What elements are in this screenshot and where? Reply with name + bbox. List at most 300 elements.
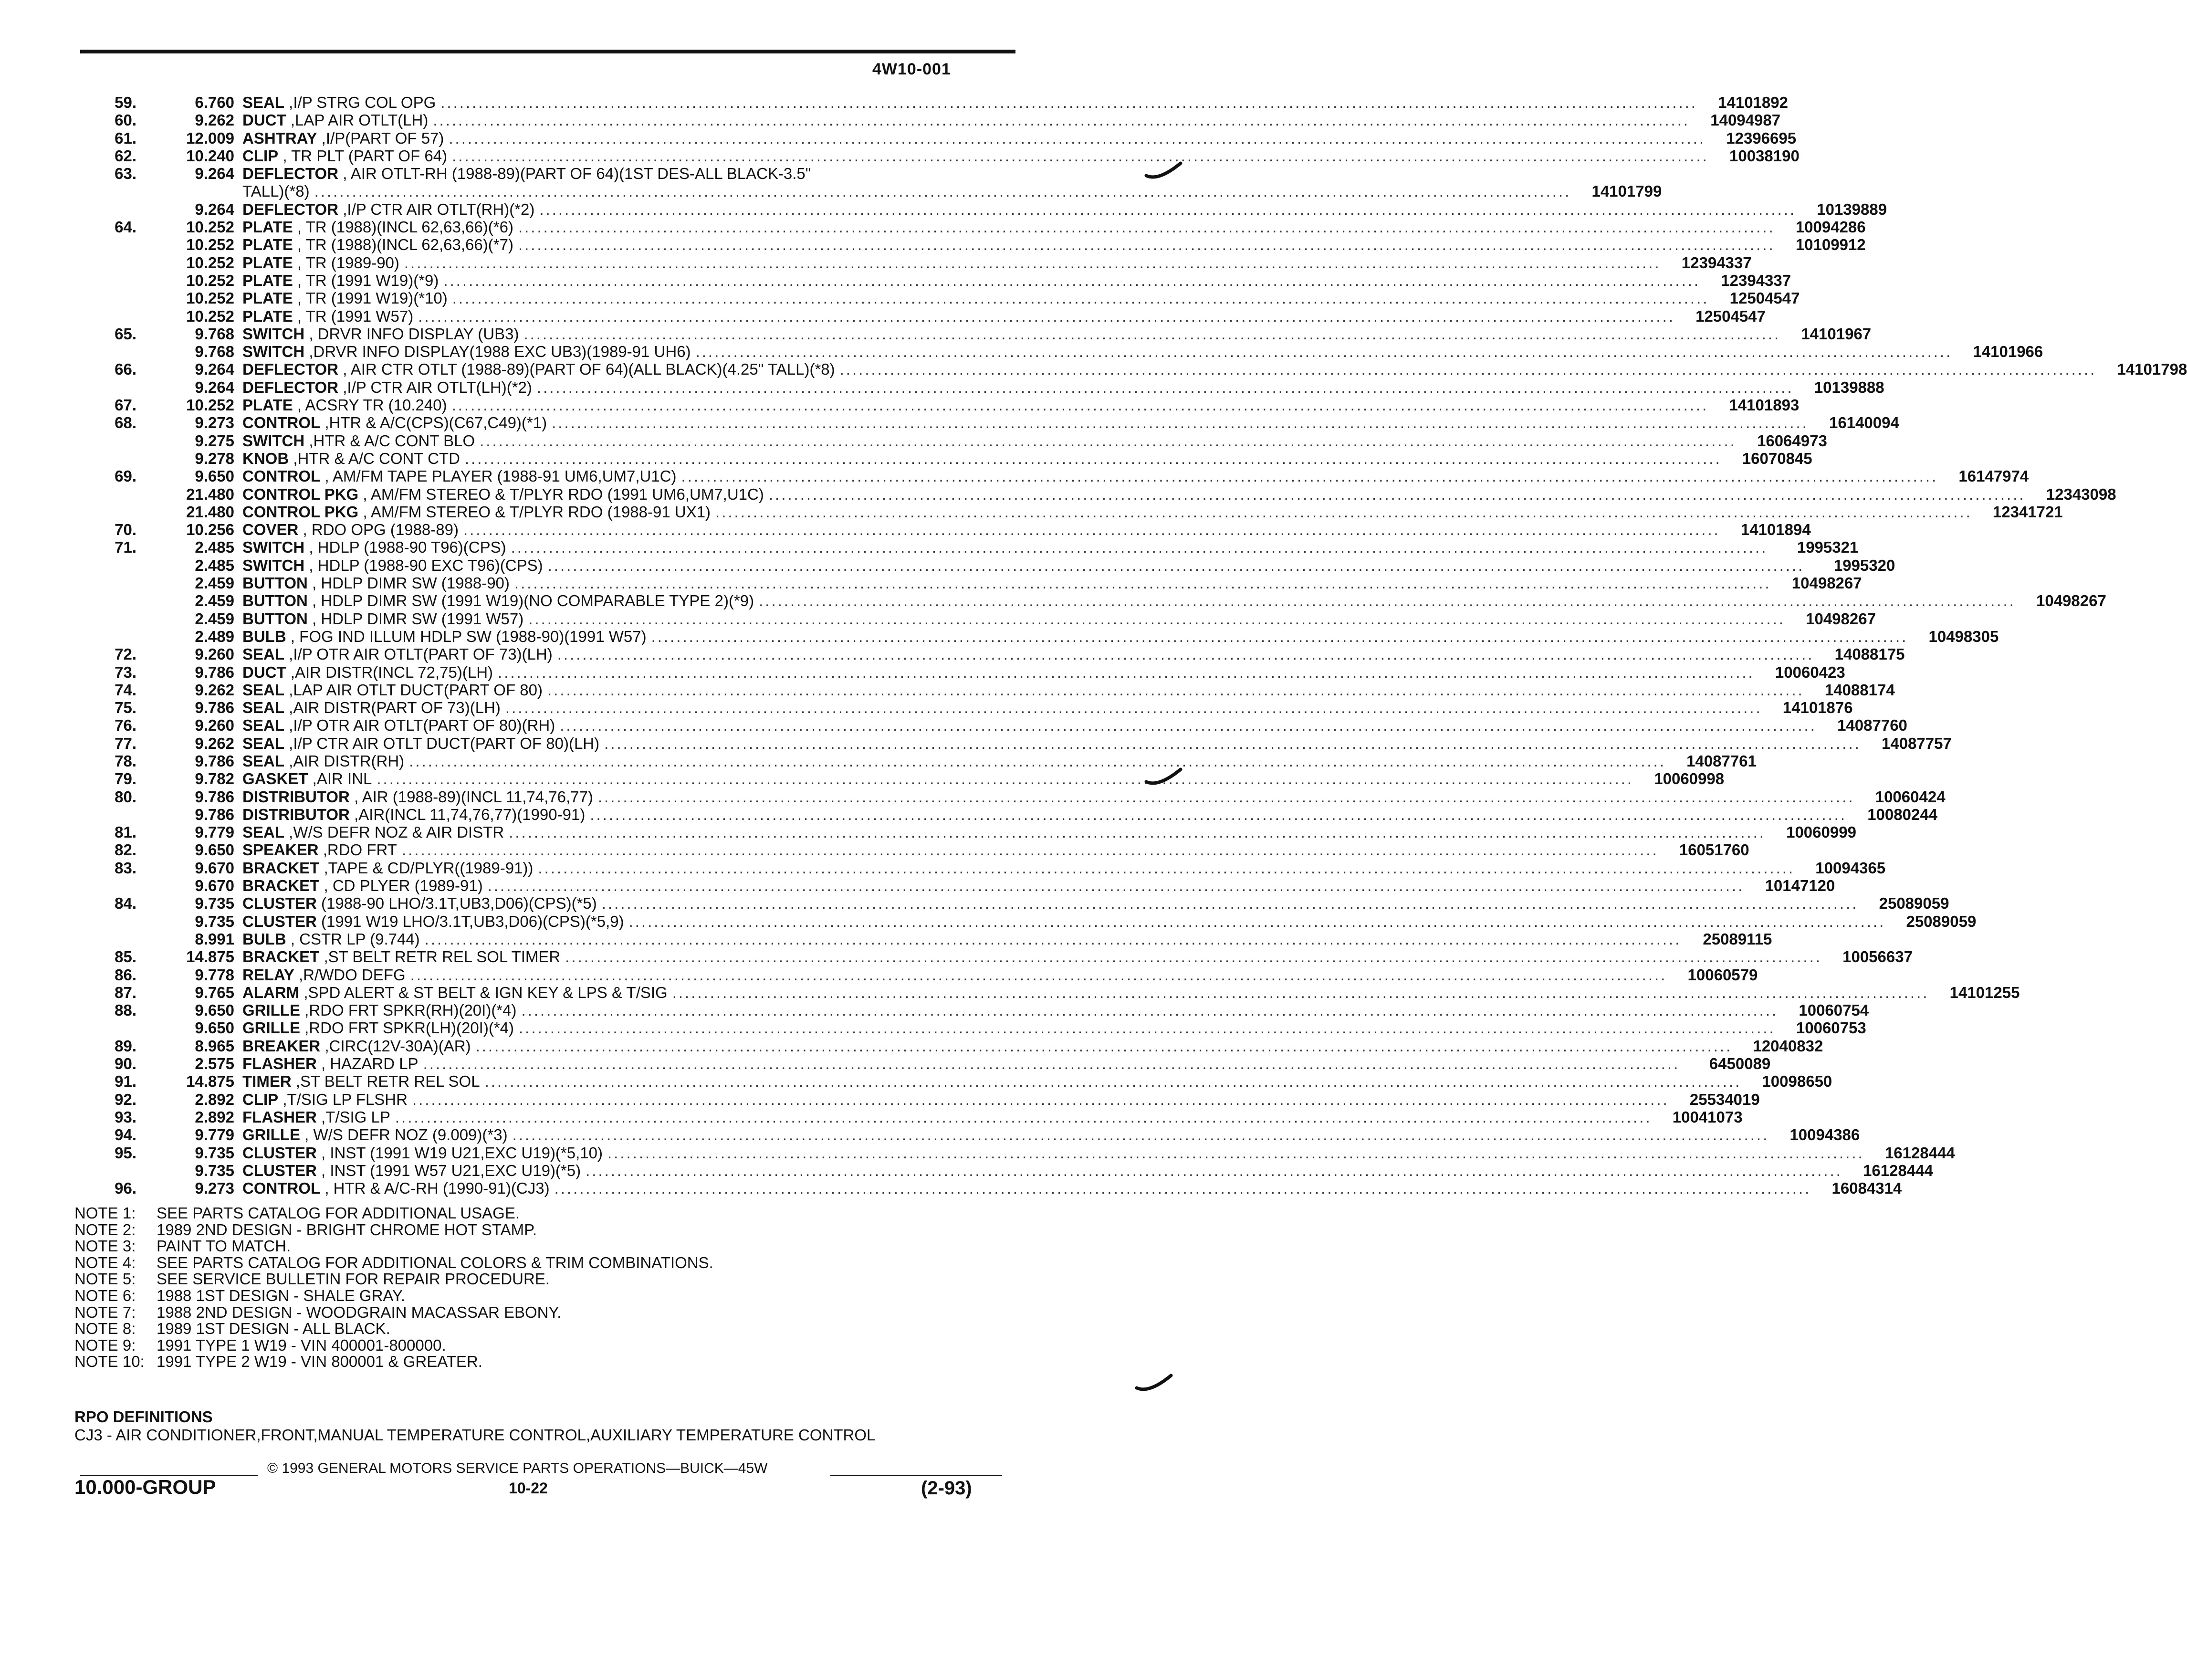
part-row bbox=[80, 1090, 1760, 1108]
part-number: 10498267 bbox=[1791, 574, 1862, 592]
part-name: GRILLE bbox=[242, 1126, 300, 1144]
part-row bbox=[80, 752, 1757, 770]
part-row bbox=[80, 1001, 1869, 1019]
note-label: NOTE 8: bbox=[74, 1320, 136, 1338]
note-label: NOTE 10: bbox=[74, 1353, 145, 1371]
ref-number: 93. bbox=[115, 1108, 136, 1126]
group-number: 10.252 bbox=[186, 253, 234, 272]
part-description: ,RDO FRT SPKR(LH)(20I)(*4) bbox=[300, 1019, 514, 1037]
part-description: ,ST BELT RETR REL SOL bbox=[291, 1072, 480, 1091]
part-row bbox=[80, 574, 1862, 592]
group-number: 9.782 bbox=[195, 770, 234, 788]
ref-number: 87. bbox=[115, 983, 136, 1001]
part-row bbox=[80, 734, 1952, 752]
part-description: , HDLP DIMR SW (1991 W19)(NO COMPARABLE TYPE 2)(*9) bbox=[307, 592, 754, 610]
ref-number: 84. bbox=[115, 894, 136, 913]
part-row bbox=[80, 449, 1812, 467]
part-description: ,I/P CTR AIR OTLT(RH)(*2) bbox=[338, 200, 535, 218]
part-row bbox=[80, 681, 1895, 699]
dot-leader: ........................................................................................................................................................................................................ bbox=[768, 485, 2026, 503]
part-name: BUTTON bbox=[242, 592, 308, 610]
part-name: PLATE bbox=[242, 307, 293, 325]
part-row bbox=[80, 805, 1938, 823]
rpo-title: RPO DEFINITIONS bbox=[74, 1408, 213, 1426]
dot-leader: ........................................................................................................................................................................................................ bbox=[597, 788, 1855, 806]
dot-leader: ........................................................................................................................................................................................................ bbox=[651, 627, 1908, 645]
dot-leader: ........................................................................................................................................................................................................ bbox=[484, 1072, 1742, 1091]
part-number: 10060999 bbox=[1786, 823, 1856, 841]
dot-leader: ........................................................................................................................................................................................................ bbox=[565, 948, 1822, 966]
dot-leader: ........................................................................................................................................................................................................ bbox=[509, 823, 1766, 841]
part-row bbox=[80, 699, 1853, 717]
part-number: 10060424 bbox=[1875, 788, 1946, 806]
part-row bbox=[80, 1144, 1955, 1162]
part-number: 16070845 bbox=[1742, 449, 1812, 467]
part-name: PLATE bbox=[242, 396, 293, 414]
note-text: SEE PARTS CATALOG FOR ADDITIONAL COLORS & TRIM COMBINATIONS. bbox=[157, 1253, 713, 1271]
group-number: 9.786 bbox=[195, 752, 234, 770]
part-description: ,I/P OTR AIR OTLT(PART OF 80)(RH) bbox=[284, 716, 555, 735]
part-description: , HAZARD LP bbox=[316, 1055, 419, 1073]
part-number: 10109912 bbox=[1795, 236, 1866, 254]
part-name: TIMER bbox=[242, 1072, 292, 1091]
group-number: 9.786 bbox=[195, 805, 234, 823]
part-number: 25534019 bbox=[1689, 1090, 1760, 1108]
part-name: SEAL bbox=[242, 752, 285, 770]
part-description: , ACSRY TR (10.240) bbox=[293, 396, 447, 414]
part-description: ,AIR DISTR(INCL 72,75)(LH) bbox=[286, 663, 493, 681]
group-number: 9.768 bbox=[195, 325, 234, 343]
ref-number: 88. bbox=[115, 1001, 136, 1019]
ref-number: 65. bbox=[115, 325, 136, 343]
part-number: 14087761 bbox=[1686, 752, 1757, 770]
group-number: 9.768 bbox=[195, 343, 234, 361]
dot-leader: ........................................................................................................................................................................................................ bbox=[498, 663, 1755, 681]
part-name: BREAKER bbox=[242, 1037, 321, 1055]
part-row bbox=[80, 859, 1886, 877]
part-row bbox=[80, 1072, 1832, 1091]
group-number: 10.252 bbox=[186, 218, 234, 236]
part-description: ,AIR INL bbox=[308, 770, 372, 788]
part-name: RELAY bbox=[242, 966, 294, 984]
group-number: 9.264 bbox=[195, 360, 234, 378]
dot-leader: ........................................................................................................................................................................................................ bbox=[601, 894, 1859, 913]
group-number: 6.760 bbox=[195, 94, 234, 111]
dot-leader: ........................................................................................................................................................................................................ bbox=[452, 147, 1709, 165]
part-number: 6450089 bbox=[1709, 1055, 1771, 1073]
group-number: 2.575 bbox=[195, 1055, 234, 1073]
dot-leader: ........................................................................................................................................................................................................ bbox=[511, 538, 1768, 556]
part-description: , HDLP DIMR SW (1988-90) bbox=[307, 574, 510, 592]
dot-leader: ........................................................................................................................................................................................................ bbox=[519, 1019, 1776, 1037]
part-name: SEAL bbox=[242, 681, 285, 699]
ref-number: 85. bbox=[115, 948, 136, 966]
part-name: DUCT bbox=[242, 111, 286, 129]
note-text: SEE PARTS CATALOG FOR ADDITIONAL USAGE. bbox=[157, 1204, 520, 1222]
ref-number: 72. bbox=[115, 645, 136, 663]
dot-leader: ........................................................................................................................................................................................................ bbox=[463, 521, 1720, 539]
part-description: (1991 W19 LHO/3.1T,UB3,D06)(CPS)(*5,9) bbox=[316, 912, 624, 930]
ref-number: 95. bbox=[115, 1144, 136, 1162]
dot-leader: ........................................................................................................................................................................................................ bbox=[586, 1161, 1842, 1179]
part-number: 14088174 bbox=[1824, 681, 1895, 699]
note-label: NOTE 6: bbox=[74, 1286, 136, 1304]
part-row bbox=[80, 236, 1866, 254]
group-number: 9.650 bbox=[195, 1019, 234, 1037]
note-text: PAINT TO MATCH. bbox=[157, 1237, 291, 1255]
group-number: 9.273 bbox=[195, 1179, 234, 1197]
part-description: ,ST BELT RETR REL SOL TIMER bbox=[319, 948, 561, 966]
revision-date: (2-93) bbox=[921, 1478, 972, 1499]
group-number: 9.779 bbox=[195, 823, 234, 841]
part-name: CLUSTER bbox=[242, 1161, 317, 1179]
part-row bbox=[80, 841, 1749, 859]
note-label: NOTE 4: bbox=[74, 1253, 136, 1271]
part-name: SEAL bbox=[242, 734, 285, 752]
ref-number: 76. bbox=[115, 716, 136, 735]
part-description: , AM/FM STEREO & T/PLYR RDO (1988-91 UX1) bbox=[358, 503, 711, 521]
part-name: DEFLECTOR bbox=[242, 200, 339, 218]
part-description: ,RDO FRT SPKR(RH)(20I)(*4) bbox=[300, 1001, 517, 1019]
part-description: ,LAP AIR OTLT DUCT(PART OF 80) bbox=[284, 681, 543, 699]
part-number: 16051760 bbox=[1679, 841, 1749, 859]
dot-leader: ........................................................................................................................................................................................................ bbox=[590, 805, 1847, 823]
group-number: 9.260 bbox=[195, 645, 234, 663]
part-row bbox=[80, 1161, 1933, 1179]
group-number: 10.252 bbox=[186, 271, 234, 289]
part-row bbox=[80, 627, 1999, 645]
note-row bbox=[74, 1205, 1005, 1222]
group-number: 9.735 bbox=[195, 912, 234, 930]
part-number: 10147120 bbox=[1765, 877, 1835, 895]
part-row bbox=[80, 877, 1835, 895]
group-number: 9.275 bbox=[195, 431, 234, 450]
part-name: SWITCH bbox=[242, 325, 305, 343]
dot-leader: ........................................................................................................................................................................................................ bbox=[607, 1144, 1864, 1162]
ref-number: 74. bbox=[115, 681, 136, 699]
dot-leader: ........................................................................................................................................................................................................ bbox=[410, 966, 1667, 984]
group-label: 10.000-GROUP bbox=[74, 1476, 216, 1498]
note-row bbox=[74, 1271, 1005, 1288]
part-row bbox=[80, 503, 2063, 521]
dot-leader: ........................................................................................................................................................................................................ bbox=[839, 360, 2097, 378]
part-description: , TR (1991 W57) bbox=[293, 307, 414, 325]
part-row bbox=[80, 1055, 1771, 1073]
part-description: (1988-90 LHO/3.1T,UB3,D06)(CPS)(*5) bbox=[316, 894, 597, 913]
dot-leader: ........................................................................................................................................................................................................ bbox=[418, 307, 1675, 325]
ref-number: 61. bbox=[115, 129, 136, 147]
part-row bbox=[80, 592, 2106, 610]
part-row bbox=[80, 770, 1725, 788]
dot-leader: ........................................................................................................................................................................................................ bbox=[395, 1108, 1652, 1126]
part-number: 14101799 bbox=[1591, 182, 1662, 200]
part-number: 14101876 bbox=[1782, 699, 1853, 717]
part-description: ,I/P(PART OF 57) bbox=[317, 129, 444, 147]
note-label: NOTE 9: bbox=[74, 1336, 136, 1354]
part-row bbox=[80, 200, 1887, 218]
part-number: 10098650 bbox=[1762, 1072, 1832, 1091]
group-number: 9.262 bbox=[195, 111, 234, 129]
part-row bbox=[80, 1019, 1866, 1037]
part-description: ,T/SIG LP bbox=[316, 1108, 390, 1126]
part-name: ASHTRAY bbox=[242, 129, 317, 147]
part-name: DUCT bbox=[242, 663, 286, 681]
dot-leader: ........................................................................................................................................................................................................ bbox=[554, 1179, 1811, 1197]
part-row bbox=[80, 788, 1946, 806]
dot-leader: ........................................................................................................................................................................................................ bbox=[547, 556, 1805, 574]
part-name: CONTROL PKG bbox=[242, 503, 359, 521]
part-name: BRACKET bbox=[242, 859, 320, 877]
dot-leader: ........................................................................................................................................................................................................ bbox=[695, 343, 1953, 361]
part-row bbox=[80, 538, 1859, 556]
part-description: , RDO OPG (1988-89) bbox=[298, 521, 459, 539]
ref-number: 79. bbox=[115, 770, 136, 788]
top-rule bbox=[80, 50, 1015, 53]
part-description: , HDLP (1988-90 EXC T96)(CPS) bbox=[304, 556, 543, 574]
part-row bbox=[80, 645, 1905, 663]
part-row bbox=[80, 521, 1811, 539]
dot-leader: ........................................................................................................................................................................................................ bbox=[539, 200, 1797, 218]
part-row bbox=[80, 966, 1758, 984]
part-name: DISTRIBUTOR bbox=[242, 788, 350, 806]
part-name: KNOB bbox=[242, 449, 289, 467]
ref-number: 83. bbox=[115, 859, 136, 877]
part-number: 16064973 bbox=[1757, 431, 1827, 450]
group-number: 14.875 bbox=[186, 1072, 234, 1091]
group-number: 9.278 bbox=[195, 449, 234, 467]
part-number: 14101894 bbox=[1740, 521, 1811, 539]
part-row bbox=[80, 1108, 1743, 1126]
part-number: 14101966 bbox=[1973, 343, 2043, 361]
note-row bbox=[74, 1354, 1005, 1370]
part-name: BRACKET bbox=[242, 948, 320, 966]
dot-leader: ........................................................................................................................................................................................................ bbox=[512, 1126, 1769, 1144]
part-number: 14087760 bbox=[1837, 716, 1907, 735]
part-number: 10498305 bbox=[1928, 627, 1999, 645]
part-name: DEFLECTOR bbox=[242, 165, 339, 183]
dot-leader: ........................................................................................................................................................................................................ bbox=[681, 467, 1938, 485]
group-number: 12.009 bbox=[186, 129, 234, 147]
note-label: NOTE 3: bbox=[74, 1237, 136, 1255]
group-number: 9.650 bbox=[195, 1001, 234, 1019]
part-name: SWITCH bbox=[242, 538, 305, 556]
dot-leader: ........................................................................................................................................................................................................ bbox=[443, 271, 1701, 289]
part-row bbox=[80, 983, 2020, 1001]
part-number: 12394337 bbox=[1681, 253, 1752, 272]
part-description: ,I/P OTR AIR OTLT(PART OF 73)(LH) bbox=[284, 645, 553, 663]
dot-leader: ........................................................................................................................................................................................................ bbox=[604, 734, 1861, 752]
part-row bbox=[80, 1126, 1860, 1144]
ref-number: 71. bbox=[115, 538, 136, 556]
part-name: ALARM bbox=[242, 983, 300, 1001]
group-number: 2.459 bbox=[195, 592, 234, 610]
group-number: 10.252 bbox=[186, 236, 234, 254]
dot-leader: ........................................................................................................................................................................................................ bbox=[475, 1037, 1733, 1055]
ref-number: 90. bbox=[115, 1055, 136, 1073]
ref-number: 89. bbox=[115, 1037, 136, 1055]
part-row bbox=[80, 894, 1949, 913]
part-row bbox=[80, 289, 1800, 307]
part-number: 10038190 bbox=[1729, 147, 1800, 165]
part-description: ,HTR & A/C CONT BLO bbox=[304, 431, 475, 450]
group-number: 10.252 bbox=[186, 396, 234, 414]
group-number: 10.240 bbox=[186, 147, 234, 165]
dot-leader: ........................................................................................................................................................................................................ bbox=[528, 609, 1785, 628]
part-name: SEAL bbox=[242, 94, 285, 111]
note-row bbox=[74, 1337, 1005, 1354]
part-description: ,HTR & A/C CONT CTD bbox=[289, 449, 460, 467]
group-number: 2.485 bbox=[195, 538, 234, 556]
dot-leader: ........................................................................................................................................................................................................ bbox=[433, 111, 1690, 129]
notes-section bbox=[74, 1205, 1005, 1370]
part-description: ,AIR(INCL 11,74,76,77)(1990-91) bbox=[349, 805, 586, 823]
part-row bbox=[80, 431, 1827, 450]
part-name: SEAL bbox=[242, 823, 285, 841]
dot-leader: ........................................................................................................................................................................................................ bbox=[423, 1055, 1680, 1073]
group-number: 9.273 bbox=[195, 414, 234, 432]
part-row bbox=[80, 147, 1800, 165]
group-number: 9.650 bbox=[195, 841, 234, 859]
ref-number: 67. bbox=[115, 396, 136, 414]
part-row bbox=[80, 556, 1895, 574]
part-number: 14094987 bbox=[1710, 111, 1781, 129]
note-label: NOTE 7: bbox=[74, 1303, 136, 1321]
part-row bbox=[80, 467, 2029, 485]
part-description: ,AIR DISTR(RH) bbox=[284, 752, 405, 770]
part-name: CONTROL PKG bbox=[242, 485, 359, 503]
part-name: CLUSTER bbox=[242, 894, 317, 913]
part-row bbox=[80, 325, 1872, 343]
ref-number: 75. bbox=[115, 699, 136, 717]
group-number: 21.480 bbox=[186, 503, 234, 521]
part-row bbox=[80, 360, 2187, 378]
note-row bbox=[74, 1255, 1005, 1271]
ref-number: 91. bbox=[115, 1072, 136, 1091]
note-text: 1988 2ND DESIGN - WOODGRAIN MACASSAR EBONY. bbox=[157, 1303, 562, 1321]
dot-leader: ........................................................................................................................................................................................................ bbox=[401, 841, 1659, 859]
dot-leader: ........................................................................................................................................................................................................ bbox=[449, 129, 1706, 147]
part-number: 14087757 bbox=[1882, 734, 1952, 752]
part-name: GASKET bbox=[242, 770, 308, 788]
part-description: , HDLP (1988-90 T96)(CPS) bbox=[304, 538, 506, 556]
part-description: ,LAP AIR OTLT(LH) bbox=[286, 111, 429, 129]
part-number: 10060423 bbox=[1775, 663, 1845, 681]
dot-leader: ........................................................................................................................................................................................................ bbox=[523, 325, 1781, 343]
part-name: FLASHER bbox=[242, 1055, 317, 1073]
part-name: SEAL bbox=[242, 645, 285, 663]
part-row bbox=[80, 94, 1788, 111]
part-description: ,I/P STRG COL OPG bbox=[284, 94, 436, 111]
dot-leader: ........................................................................................................................................................................................................ bbox=[628, 912, 1886, 930]
part-row bbox=[80, 111, 1781, 129]
ref-number: 62. bbox=[115, 147, 136, 165]
dot-leader: ........................................................................................................................................................................................................ bbox=[759, 592, 2016, 610]
part-description: ,DRVR INFO DISPLAY(1988 EXC UB3)(1989-91 UH6) bbox=[304, 343, 691, 361]
part-name: SPEAKER bbox=[242, 841, 319, 859]
part-number: 10060579 bbox=[1687, 966, 1758, 984]
group-number: 9.778 bbox=[195, 966, 234, 984]
group-number: 2.489 bbox=[195, 627, 234, 645]
part-number: 14101255 bbox=[1949, 983, 2020, 1001]
part-number: 14101892 bbox=[1718, 94, 1788, 111]
dot-leader: ........................................................................................................................................................................................................ bbox=[518, 218, 1775, 236]
group-number: 14.875 bbox=[186, 948, 234, 966]
part-description: , AIR CTR OTLT (1988-89)(PART OF 64)(ALL BLACK)(4.25" TALL)(*8) bbox=[338, 360, 835, 378]
ref-number: 63. bbox=[115, 165, 136, 183]
part-description: , CSTR LP (9.744) bbox=[286, 930, 420, 948]
ref-number: 96. bbox=[115, 1179, 136, 1197]
part-number: 12343098 bbox=[2046, 485, 2116, 503]
ref-number: 59. bbox=[115, 94, 136, 111]
part-description: , HDLP DIMR SW (1991 W57) bbox=[307, 609, 524, 628]
part-row bbox=[80, 414, 1899, 432]
group-number: 9.786 bbox=[195, 788, 234, 806]
part-name: PLATE bbox=[242, 271, 293, 289]
part-number: 12394337 bbox=[1721, 271, 1791, 289]
part-number: 10094365 bbox=[1815, 859, 1886, 877]
part-number: 10056637 bbox=[1842, 948, 1913, 966]
dot-leader: ........................................................................................................................................................................................................ bbox=[451, 396, 1709, 414]
part-description: , CD PLYER (1989-91) bbox=[319, 877, 483, 895]
group-number: 9.670 bbox=[195, 859, 234, 877]
part-description: ,TAPE & CD/PLYR((1989-91)) bbox=[319, 859, 534, 877]
part-row bbox=[80, 165, 1015, 182]
part-description: ,I/P CTR AIR OTLT DUCT(PART OF 80)(LH) bbox=[284, 734, 600, 752]
part-row bbox=[80, 218, 1866, 236]
part-description: ,I/P CTR AIR OTLT(LH)(*2) bbox=[338, 378, 532, 396]
part-number: 10041073 bbox=[1672, 1108, 1743, 1126]
dot-leader: ........................................................................................................................................................................................................ bbox=[536, 378, 1794, 396]
group-number: 8.991 bbox=[195, 930, 234, 948]
dot-leader: ........................................................................................................................................................................................................ bbox=[377, 770, 1634, 788]
part-name: DEFLECTOR bbox=[242, 378, 339, 396]
part-description: ,T/SIG LP FLSHR bbox=[278, 1090, 408, 1108]
ref-number: 86. bbox=[115, 966, 136, 984]
dot-leader: ........................................................................................................................................................................................................ bbox=[521, 1001, 1779, 1019]
part-row bbox=[80, 716, 1907, 735]
ref-number: 81. bbox=[115, 823, 136, 841]
ref-number: 68. bbox=[115, 414, 136, 432]
part-description: , AM/FM TAPE PLAYER (1988-91 UM6,UM7,U1C) bbox=[320, 467, 677, 485]
group-number: 9.264 bbox=[195, 200, 234, 218]
dot-leader: ........................................................................................................................................................................................................ bbox=[452, 289, 1709, 307]
group-number: 2.892 bbox=[195, 1108, 234, 1126]
part-description: ,W/S DEFR NOZ & AIR DISTR bbox=[284, 823, 504, 841]
part-name: CONTROL bbox=[242, 467, 321, 485]
part-number: 10139888 bbox=[1814, 378, 1884, 396]
part-name: BULB bbox=[242, 930, 286, 948]
note-text: 1988 1ST DESIGN - SHALE GRAY. bbox=[157, 1286, 405, 1304]
dot-leader: ........................................................................................................................................................................................................ bbox=[424, 930, 1682, 948]
part-name: SEAL bbox=[242, 716, 285, 735]
part-description: , W/S DEFR NOZ (9.009)(*3) bbox=[300, 1126, 508, 1144]
dot-leader: ........................................................................................................................................................................................................ bbox=[412, 1090, 1669, 1108]
part-row bbox=[80, 609, 1876, 628]
group-number: 9.735 bbox=[195, 1161, 234, 1179]
group-number: 10.252 bbox=[186, 289, 234, 307]
group-number: 9.262 bbox=[195, 681, 234, 699]
group-number: 10.252 bbox=[186, 307, 234, 325]
part-description: , TR (1991 W19)(*10) bbox=[293, 289, 448, 307]
ref-number: 64. bbox=[115, 218, 136, 236]
note-row bbox=[74, 1288, 1005, 1304]
note-text: 1991 TYPE 1 W19 - VIN 400001-800000. bbox=[157, 1336, 446, 1354]
part-row bbox=[80, 396, 1800, 414]
part-name: PLATE bbox=[242, 236, 293, 254]
part-number: 10498267 bbox=[1806, 609, 1876, 628]
ref-number: 70. bbox=[115, 521, 136, 539]
part-description: , AIR OTLT-RH (1988-89)(PART OF 64)(1ST DES-ALL BLACK-3.5" bbox=[338, 165, 811, 183]
